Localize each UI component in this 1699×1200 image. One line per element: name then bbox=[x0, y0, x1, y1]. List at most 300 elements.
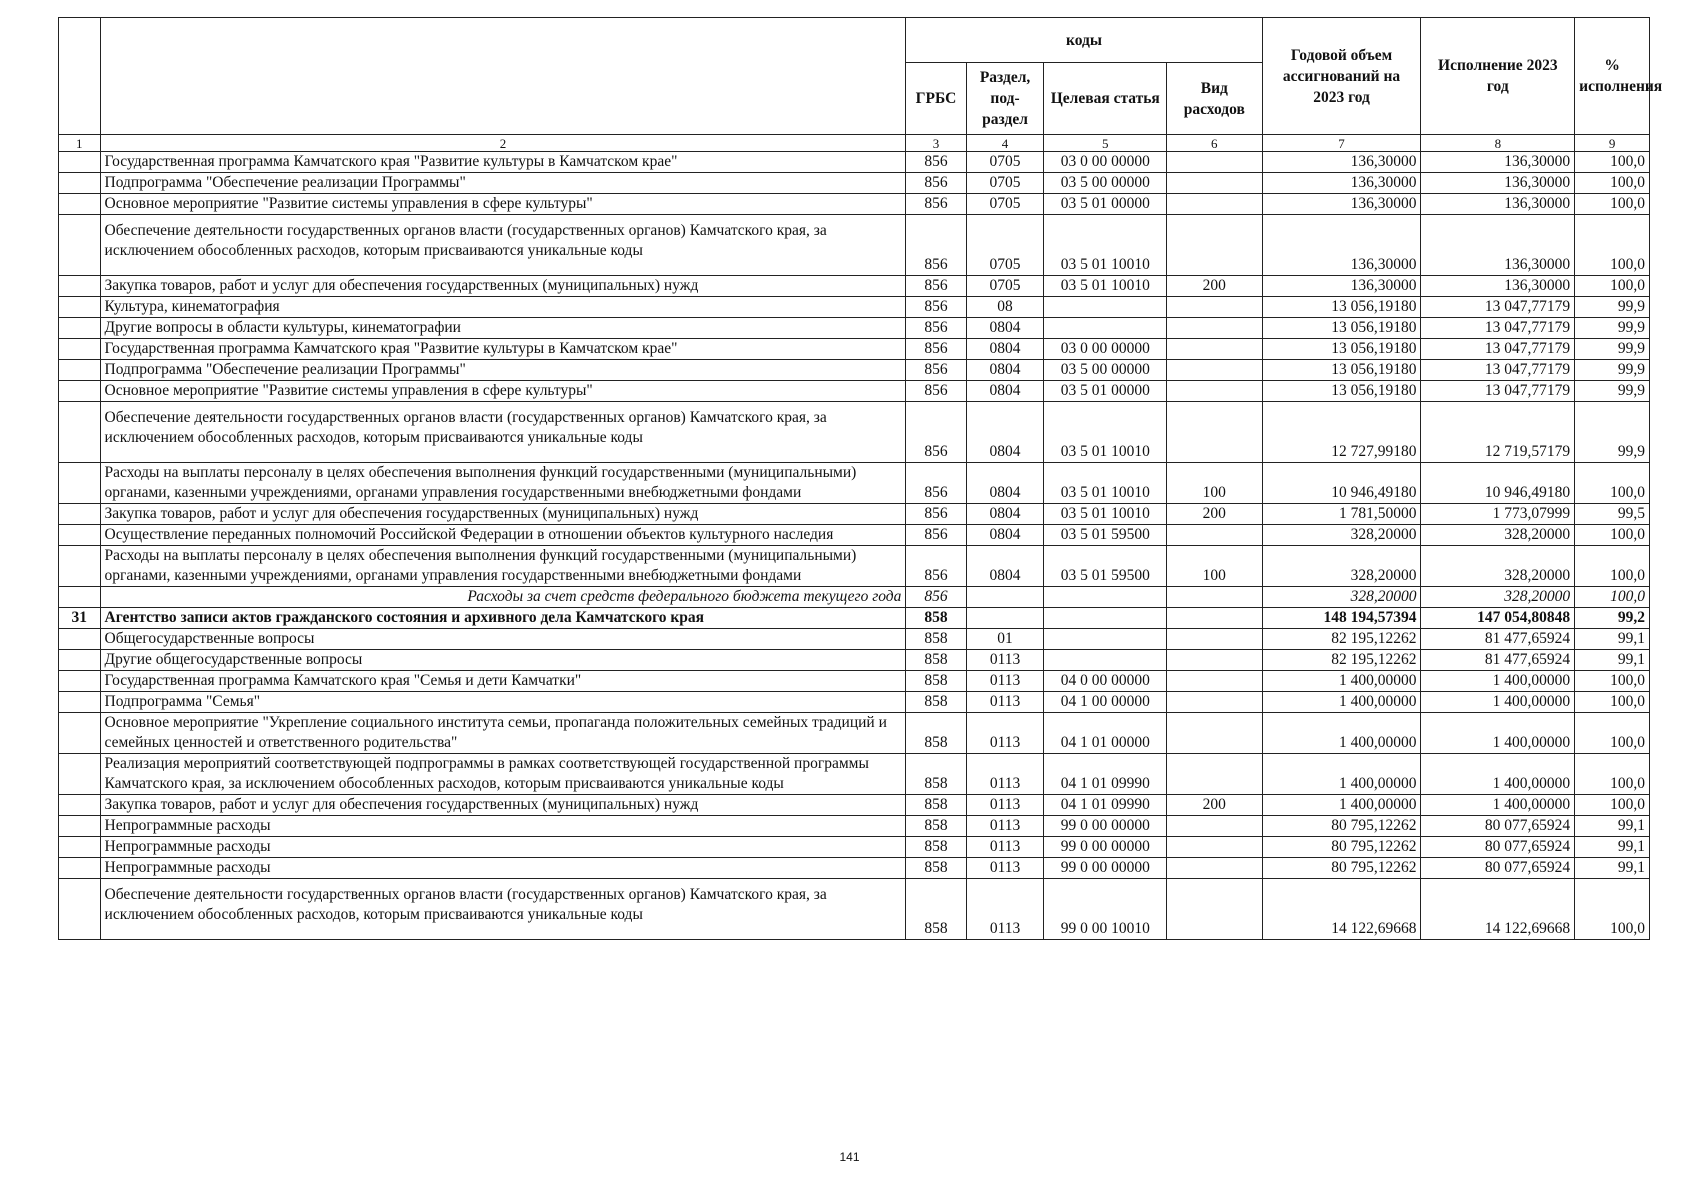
row-grbs: 856 bbox=[906, 215, 966, 276]
row-name: Основное мероприятие "Укрепление социального института семьи, пропаганда положительных семейных традиций и семейных ценностей и ответственного родительства" bbox=[100, 713, 906, 754]
row-expense-type bbox=[1167, 194, 1263, 215]
row-percent: 99,5 bbox=[1575, 504, 1650, 525]
row-razdel: 0113 bbox=[966, 754, 1044, 795]
row-execution-amount: 12 719,57179 bbox=[1421, 402, 1575, 463]
row-number bbox=[59, 194, 101, 215]
row-expense-type: 200 bbox=[1167, 276, 1263, 297]
table-row bbox=[59, 318, 1650, 339]
row-expense-type bbox=[1167, 173, 1263, 194]
table-row bbox=[59, 816, 1650, 837]
row-name: Культура, кинематография bbox=[100, 297, 906, 318]
row-percent: 99,9 bbox=[1575, 297, 1650, 318]
row-name: Непрограммные расходы bbox=[100, 816, 906, 837]
row-number bbox=[59, 629, 101, 650]
row-target-article: 03 0 00 00000 bbox=[1044, 339, 1167, 360]
row-target-article: 04 1 00 00000 bbox=[1044, 692, 1167, 713]
row-expense-type bbox=[1167, 754, 1263, 795]
row-percent: 100,0 bbox=[1575, 463, 1650, 504]
row-razdel: 0804 bbox=[966, 381, 1044, 402]
row-percent: 99,1 bbox=[1575, 629, 1650, 650]
row-execution-amount: 328,20000 bbox=[1421, 525, 1575, 546]
row-percent: 99,9 bbox=[1575, 402, 1650, 463]
row-percent: 100,0 bbox=[1575, 713, 1650, 754]
row-number bbox=[59, 504, 101, 525]
row-target-article: 99 0 00 00000 bbox=[1044, 816, 1167, 837]
row-execution-amount: 1 773,07999 bbox=[1421, 504, 1575, 525]
row-percent: 100,0 bbox=[1575, 879, 1650, 940]
row-razdel: 0804 bbox=[966, 402, 1044, 463]
row-grbs: 856 bbox=[906, 276, 966, 297]
row-number bbox=[59, 152, 101, 173]
row-percent: 99,9 bbox=[1575, 360, 1650, 381]
row-name: Агентство записи актов гражданского состояния и архивного дела Камчатского края bbox=[100, 608, 906, 629]
row-target-article: 03 5 01 10010 bbox=[1044, 402, 1167, 463]
row-percent: 100,0 bbox=[1575, 152, 1650, 173]
row-expense-type: 200 bbox=[1167, 504, 1263, 525]
row-annual-amount: 1 400,00000 bbox=[1262, 692, 1421, 713]
row-razdel: 0113 bbox=[966, 879, 1044, 940]
table-row bbox=[59, 795, 1650, 816]
row-razdel: 0804 bbox=[966, 318, 1044, 339]
row-razdel bbox=[966, 608, 1044, 629]
row-name: Обеспечение деятельности государственных органов власти (государственных органов) Камчатского края, за исключением обособленных расходов, которым присваиваются уникальные коды bbox=[100, 402, 906, 463]
row-percent: 99,1 bbox=[1575, 837, 1650, 858]
row-number bbox=[59, 795, 101, 816]
row-name: Закупка товаров, работ и услуг для обеспечения государственных (муниципальных) нужд bbox=[100, 504, 906, 525]
row-execution-amount: 136,30000 bbox=[1421, 173, 1575, 194]
row-expense-type bbox=[1167, 671, 1263, 692]
row-execution-amount: 13 047,77179 bbox=[1421, 360, 1575, 381]
row-name: Осуществление переданных полномочий Российской Федерации в отношении объектов культурного наследия bbox=[100, 525, 906, 546]
row-grbs: 856 bbox=[906, 173, 966, 194]
row-number bbox=[59, 381, 101, 402]
row-name: Расходы за счет средств федерального бюджета текущего года bbox=[100, 587, 906, 608]
row-expense-type bbox=[1167, 837, 1263, 858]
table-row bbox=[59, 339, 1650, 360]
header-codes: коды bbox=[906, 18, 1262, 63]
table-row bbox=[59, 525, 1650, 546]
row-target-article bbox=[1044, 650, 1167, 671]
row-razdel: 0113 bbox=[966, 650, 1044, 671]
row-annual-amount: 328,20000 bbox=[1262, 587, 1421, 608]
row-number bbox=[59, 339, 101, 360]
row-grbs: 856 bbox=[906, 587, 966, 608]
row-name: Подпрограмма "Обеспечение реализации Программы" bbox=[100, 360, 906, 381]
table-row bbox=[59, 879, 1650, 940]
row-razdel: 0804 bbox=[966, 463, 1044, 504]
row-name: Государственная программа Камчатского края "Семья и дети Камчатки" bbox=[100, 671, 906, 692]
row-percent: 100,0 bbox=[1575, 194, 1650, 215]
row-execution-amount: 14 122,69668 bbox=[1421, 879, 1575, 940]
row-grbs: 856 bbox=[906, 546, 966, 587]
table-row bbox=[59, 152, 1650, 173]
row-target-article: 03 5 01 59500 bbox=[1044, 525, 1167, 546]
row-grbs: 858 bbox=[906, 608, 966, 629]
row-razdel: 0705 bbox=[966, 173, 1044, 194]
row-razdel: 01 bbox=[966, 629, 1044, 650]
row-name: Расходы на выплаты персоналу в целях обеспечения выполнения функций государственными (муниципальными) органами, казенными учреждениями, органами управления государственными внебюджетными фондами bbox=[100, 463, 906, 504]
row-target-article: 03 5 01 10010 bbox=[1044, 276, 1167, 297]
row-target-article: 03 5 01 00000 bbox=[1044, 194, 1167, 215]
row-target-article: 04 0 00 00000 bbox=[1044, 671, 1167, 692]
row-annual-amount: 148 194,57394 bbox=[1262, 608, 1421, 629]
row-execution-amount: 1 400,00000 bbox=[1421, 671, 1575, 692]
row-number bbox=[59, 879, 101, 940]
row-grbs: 858 bbox=[906, 671, 966, 692]
row-grbs: 858 bbox=[906, 858, 966, 879]
row-grbs: 858 bbox=[906, 879, 966, 940]
row-number bbox=[59, 360, 101, 381]
row-razdel: 0705 bbox=[966, 152, 1044, 173]
budget-table-sheet bbox=[58, 17, 1663, 940]
row-razdel: 0113 bbox=[966, 795, 1044, 816]
row-expense-type: 100 bbox=[1167, 546, 1263, 587]
row-annual-amount: 1 400,00000 bbox=[1262, 671, 1421, 692]
row-name: Непрограммные расходы bbox=[100, 858, 906, 879]
row-name: Закупка товаров, работ и услуг для обеспечения государственных (муниципальных) нужд bbox=[100, 276, 906, 297]
table-row bbox=[59, 608, 1650, 629]
row-target-article bbox=[1044, 608, 1167, 629]
row-number bbox=[59, 816, 101, 837]
table-row bbox=[59, 671, 1650, 692]
row-expense-type bbox=[1167, 297, 1263, 318]
row-annual-amount: 13 056,19180 bbox=[1262, 360, 1421, 381]
row-razdel: 0113 bbox=[966, 858, 1044, 879]
column-index-row bbox=[59, 135, 1650, 152]
row-execution-amount: 136,30000 bbox=[1421, 152, 1575, 173]
row-grbs: 858 bbox=[906, 795, 966, 816]
row-expense-type bbox=[1167, 339, 1263, 360]
row-grbs: 856 bbox=[906, 360, 966, 381]
row-razdel: 0113 bbox=[966, 816, 1044, 837]
row-execution-amount: 80 077,65924 bbox=[1421, 858, 1575, 879]
row-number bbox=[59, 525, 101, 546]
row-target-article bbox=[1044, 587, 1167, 608]
row-percent: 100,0 bbox=[1575, 692, 1650, 713]
table-row bbox=[59, 504, 1650, 525]
row-annual-amount: 136,30000 bbox=[1262, 276, 1421, 297]
budget-execution-table bbox=[58, 17, 1663, 940]
row-razdel: 0804 bbox=[966, 525, 1044, 546]
row-execution-amount: 1 400,00000 bbox=[1421, 692, 1575, 713]
row-annual-amount: 13 056,19180 bbox=[1262, 318, 1421, 339]
row-percent: 99,2 bbox=[1575, 608, 1650, 629]
row-percent: 99,1 bbox=[1575, 816, 1650, 837]
row-annual-amount: 82 195,12262 bbox=[1262, 650, 1421, 671]
row-target-article: 99 0 00 00000 bbox=[1044, 837, 1167, 858]
row-percent: 100,0 bbox=[1575, 173, 1650, 194]
row-percent: 100,0 bbox=[1575, 671, 1650, 692]
row-grbs: 856 bbox=[906, 504, 966, 525]
row-annual-amount: 10 946,49180 bbox=[1262, 463, 1421, 504]
row-percent: 99,1 bbox=[1575, 650, 1650, 671]
row-annual-amount: 1 781,50000 bbox=[1262, 504, 1421, 525]
table-row bbox=[59, 215, 1650, 276]
row-name: Другие общегосударственные вопросы bbox=[100, 650, 906, 671]
row-expense-type bbox=[1167, 360, 1263, 381]
row-target-article: 03 5 01 59500 bbox=[1044, 546, 1167, 587]
row-target-article: 99 0 00 10010 bbox=[1044, 879, 1167, 940]
row-execution-amount: 80 077,65924 bbox=[1421, 816, 1575, 837]
column-index-cell: 5 bbox=[1044, 135, 1167, 152]
row-annual-amount: 80 795,12262 bbox=[1262, 858, 1421, 879]
header-razdel: Раздел, под-раздел bbox=[966, 63, 1044, 135]
row-execution-amount: 147 054,80848 bbox=[1421, 608, 1575, 629]
row-expense-type bbox=[1167, 816, 1263, 837]
row-expense-type bbox=[1167, 713, 1263, 754]
row-name: Подпрограмма "Семья" bbox=[100, 692, 906, 713]
row-percent: 99,1 bbox=[1575, 858, 1650, 879]
row-annual-amount: 12 727,99180 bbox=[1262, 402, 1421, 463]
row-grbs: 856 bbox=[906, 318, 966, 339]
row-execution-amount: 13 047,77179 bbox=[1421, 381, 1575, 402]
row-expense-type bbox=[1167, 525, 1263, 546]
row-execution-amount: 80 077,65924 bbox=[1421, 837, 1575, 858]
row-target-article: 03 5 00 00000 bbox=[1044, 173, 1167, 194]
row-name: Расходы на выплаты персоналу в целях обеспечения выполнения функций государственными (муниципальными) органами, казенными учреждениями, органами управления государственными внебюджетными фондами bbox=[100, 546, 906, 587]
header-tselevaya: Целевая статья bbox=[1044, 63, 1167, 135]
row-grbs: 858 bbox=[906, 837, 966, 858]
row-razdel: 08 bbox=[966, 297, 1044, 318]
row-target-article: 04 1 01 09990 bbox=[1044, 795, 1167, 816]
row-grbs: 858 bbox=[906, 816, 966, 837]
row-target-article: 03 5 01 10010 bbox=[1044, 463, 1167, 504]
row-annual-amount: 13 056,19180 bbox=[1262, 339, 1421, 360]
row-grbs: 856 bbox=[906, 339, 966, 360]
row-grbs: 856 bbox=[906, 402, 966, 463]
row-annual-amount: 82 195,12262 bbox=[1262, 629, 1421, 650]
row-razdel: 0113 bbox=[966, 713, 1044, 754]
table-row bbox=[59, 692, 1650, 713]
header-execution: Исполнение 2023 год bbox=[1421, 18, 1575, 135]
row-razdel: 0804 bbox=[966, 504, 1044, 525]
row-name: Обеспечение деятельности государственных органов власти (государственных органов) Камчатского края, за исключением обособленных расходов, которым присваиваются уникальные коды bbox=[100, 215, 906, 276]
column-index-cell: 1 bbox=[59, 135, 101, 152]
row-expense-type: 100 bbox=[1167, 463, 1263, 504]
header-grbs: ГРБС bbox=[906, 63, 966, 135]
row-grbs: 856 bbox=[906, 194, 966, 215]
row-number bbox=[59, 463, 101, 504]
table-row bbox=[59, 297, 1650, 318]
row-grbs: 856 bbox=[906, 525, 966, 546]
column-index-cell: 6 bbox=[1167, 135, 1263, 152]
row-razdel: 0804 bbox=[966, 339, 1044, 360]
row-name: Обеспечение деятельности государственных органов власти (государственных органов) Камчатского края, за исключением обособленных расходов, которым присваиваются уникальные коды bbox=[100, 879, 906, 940]
row-razdel: 0705 bbox=[966, 194, 1044, 215]
row-grbs: 858 bbox=[906, 713, 966, 754]
row-percent: 100,0 bbox=[1575, 276, 1650, 297]
row-execution-amount: 13 047,77179 bbox=[1421, 318, 1575, 339]
row-annual-amount: 136,30000 bbox=[1262, 215, 1421, 276]
row-grbs: 856 bbox=[906, 297, 966, 318]
row-execution-amount: 1 400,00000 bbox=[1421, 713, 1575, 754]
table-row bbox=[59, 173, 1650, 194]
row-grbs: 858 bbox=[906, 754, 966, 795]
row-grbs: 856 bbox=[906, 152, 966, 173]
header-num-cell bbox=[59, 18, 101, 135]
row-percent: 99,9 bbox=[1575, 318, 1650, 339]
row-percent: 100,0 bbox=[1575, 525, 1650, 546]
table-row bbox=[59, 546, 1650, 587]
row-target-article: 03 0 00 00000 bbox=[1044, 152, 1167, 173]
row-target-article: 99 0 00 00000 bbox=[1044, 858, 1167, 879]
row-annual-amount: 13 056,19180 bbox=[1262, 381, 1421, 402]
row-name: Государственная программа Камчатского края "Развитие культуры в Камчатском крае" bbox=[100, 339, 906, 360]
row-execution-amount: 10 946,49180 bbox=[1421, 463, 1575, 504]
row-execution-amount: 136,30000 bbox=[1421, 215, 1575, 276]
column-index-cell: 2 bbox=[100, 135, 906, 152]
row-razdel: 0804 bbox=[966, 546, 1044, 587]
row-number bbox=[59, 713, 101, 754]
table-row bbox=[59, 837, 1650, 858]
row-percent: 100,0 bbox=[1575, 215, 1650, 276]
row-razdel: 0705 bbox=[966, 276, 1044, 297]
row-annual-amount: 80 795,12262 bbox=[1262, 816, 1421, 837]
row-annual-amount: 1 400,00000 bbox=[1262, 713, 1421, 754]
row-number bbox=[59, 402, 101, 463]
row-expense-type bbox=[1167, 381, 1263, 402]
column-index-cell: 4 bbox=[966, 135, 1044, 152]
table-row bbox=[59, 713, 1650, 754]
row-number bbox=[59, 671, 101, 692]
row-target-article: 03 5 01 00000 bbox=[1044, 381, 1167, 402]
row-razdel: 0705 bbox=[966, 215, 1044, 276]
row-annual-amount: 1 400,00000 bbox=[1262, 754, 1421, 795]
column-index-cell: 3 bbox=[906, 135, 966, 152]
row-number bbox=[59, 215, 101, 276]
table-row bbox=[59, 754, 1650, 795]
row-percent: 99,9 bbox=[1575, 339, 1650, 360]
row-annual-amount: 13 056,19180 bbox=[1262, 297, 1421, 318]
table-row bbox=[59, 402, 1650, 463]
table-body bbox=[59, 152, 1650, 940]
row-expense-type bbox=[1167, 692, 1263, 713]
row-execution-amount: 1 400,00000 bbox=[1421, 754, 1575, 795]
row-execution-amount: 81 477,65924 bbox=[1421, 629, 1575, 650]
table-row bbox=[59, 650, 1650, 671]
row-name: Другие вопросы в области культуры, кинематографии bbox=[100, 318, 906, 339]
row-number bbox=[59, 650, 101, 671]
row-razdel: 0804 bbox=[966, 360, 1044, 381]
row-grbs: 858 bbox=[906, 629, 966, 650]
row-percent: 99,9 bbox=[1575, 381, 1650, 402]
row-expense-type bbox=[1167, 587, 1263, 608]
row-annual-amount: 136,30000 bbox=[1262, 152, 1421, 173]
table-row bbox=[59, 276, 1650, 297]
row-number bbox=[59, 173, 101, 194]
row-expense-type bbox=[1167, 879, 1263, 940]
row-number bbox=[59, 858, 101, 879]
table-row bbox=[59, 858, 1650, 879]
header-percent: % исполнения bbox=[1575, 18, 1650, 135]
row-execution-amount: 81 477,65924 bbox=[1421, 650, 1575, 671]
table-row bbox=[59, 381, 1650, 402]
row-name: Общегосударственные вопросы bbox=[100, 629, 906, 650]
row-execution-amount: 13 047,77179 bbox=[1421, 297, 1575, 318]
row-number bbox=[59, 587, 101, 608]
row-target-article: 03 5 01 10010 bbox=[1044, 215, 1167, 276]
row-expense-type bbox=[1167, 215, 1263, 276]
column-index-cell: 8 bbox=[1421, 135, 1575, 152]
row-expense-type: 200 bbox=[1167, 795, 1263, 816]
row-annual-amount: 14 122,69668 bbox=[1262, 879, 1421, 940]
row-number bbox=[59, 754, 101, 795]
row-expense-type bbox=[1167, 629, 1263, 650]
column-index-cell: 7 bbox=[1262, 135, 1421, 152]
row-name: Подпрограмма "Обеспечение реализации Программы" bbox=[100, 173, 906, 194]
row-name: Закупка товаров, работ и услуг для обеспечения государственных (муниципальных) нужд bbox=[100, 795, 906, 816]
row-annual-amount: 1 400,00000 bbox=[1262, 795, 1421, 816]
row-expense-type bbox=[1167, 318, 1263, 339]
table-row bbox=[59, 629, 1650, 650]
row-percent: 100,0 bbox=[1575, 546, 1650, 587]
row-target-article bbox=[1044, 318, 1167, 339]
row-number bbox=[59, 546, 101, 587]
row-annual-amount: 136,30000 bbox=[1262, 173, 1421, 194]
row-expense-type bbox=[1167, 858, 1263, 879]
row-annual-amount: 80 795,12262 bbox=[1262, 837, 1421, 858]
row-target-article bbox=[1044, 629, 1167, 650]
column-index-cell: 9 bbox=[1575, 135, 1650, 152]
row-expense-type bbox=[1167, 650, 1263, 671]
row-grbs: 856 bbox=[906, 463, 966, 504]
table-row bbox=[59, 360, 1650, 381]
row-razdel bbox=[966, 587, 1044, 608]
row-annual-amount: 328,20000 bbox=[1262, 546, 1421, 587]
row-razdel: 0113 bbox=[966, 671, 1044, 692]
row-razdel: 0113 bbox=[966, 837, 1044, 858]
row-name: Государственная программа Камчатского края "Развитие культуры в Камчатском крае" bbox=[100, 152, 906, 173]
row-target-article: 04 1 01 00000 bbox=[1044, 713, 1167, 754]
row-name: Реализация мероприятий соответствующей подпрограммы в рамках соответствующей государственной программы Камчатского края, за исключением обособленных расходов, которым присваиваются уникальные коды bbox=[100, 754, 906, 795]
row-execution-amount: 13 047,77179 bbox=[1421, 339, 1575, 360]
row-number: 31 bbox=[59, 608, 101, 629]
row-target-article: 03 5 01 10010 bbox=[1044, 504, 1167, 525]
row-number bbox=[59, 318, 101, 339]
row-target-article: 04 1 01 09990 bbox=[1044, 754, 1167, 795]
row-percent: 100,0 bbox=[1575, 754, 1650, 795]
row-expense-type bbox=[1167, 152, 1263, 173]
row-number bbox=[59, 692, 101, 713]
row-percent: 100,0 bbox=[1575, 795, 1650, 816]
row-annual-amount: 136,30000 bbox=[1262, 194, 1421, 215]
row-expense-type bbox=[1167, 608, 1263, 629]
row-grbs: 856 bbox=[906, 381, 966, 402]
row-execution-amount: 136,30000 bbox=[1421, 276, 1575, 297]
header-vid: Вид расходов bbox=[1167, 63, 1263, 135]
row-percent: 100,0 bbox=[1575, 587, 1650, 608]
header-row-top bbox=[59, 18, 1650, 63]
row-execution-amount: 1 400,00000 bbox=[1421, 795, 1575, 816]
row-annual-amount: 328,20000 bbox=[1262, 525, 1421, 546]
row-target-article bbox=[1044, 297, 1167, 318]
row-execution-amount: 136,30000 bbox=[1421, 194, 1575, 215]
row-target-article: 03 5 00 00000 bbox=[1044, 360, 1167, 381]
header-annual: Годовой объем ассигнований на 2023 год bbox=[1262, 18, 1421, 135]
header-name-cell bbox=[100, 18, 906, 135]
row-expense-type bbox=[1167, 402, 1263, 463]
table-row bbox=[59, 587, 1650, 608]
row-razdel: 0113 bbox=[966, 692, 1044, 713]
row-execution-amount: 328,20000 bbox=[1421, 587, 1575, 608]
page-number: 141 bbox=[839, 1150, 860, 1164]
table-row bbox=[59, 194, 1650, 215]
row-number bbox=[59, 837, 101, 858]
row-name: Основное мероприятие "Развитие системы управления в сфере культуры" bbox=[100, 194, 906, 215]
table-row bbox=[59, 463, 1650, 504]
row-grbs: 858 bbox=[906, 650, 966, 671]
row-execution-amount: 328,20000 bbox=[1421, 546, 1575, 587]
